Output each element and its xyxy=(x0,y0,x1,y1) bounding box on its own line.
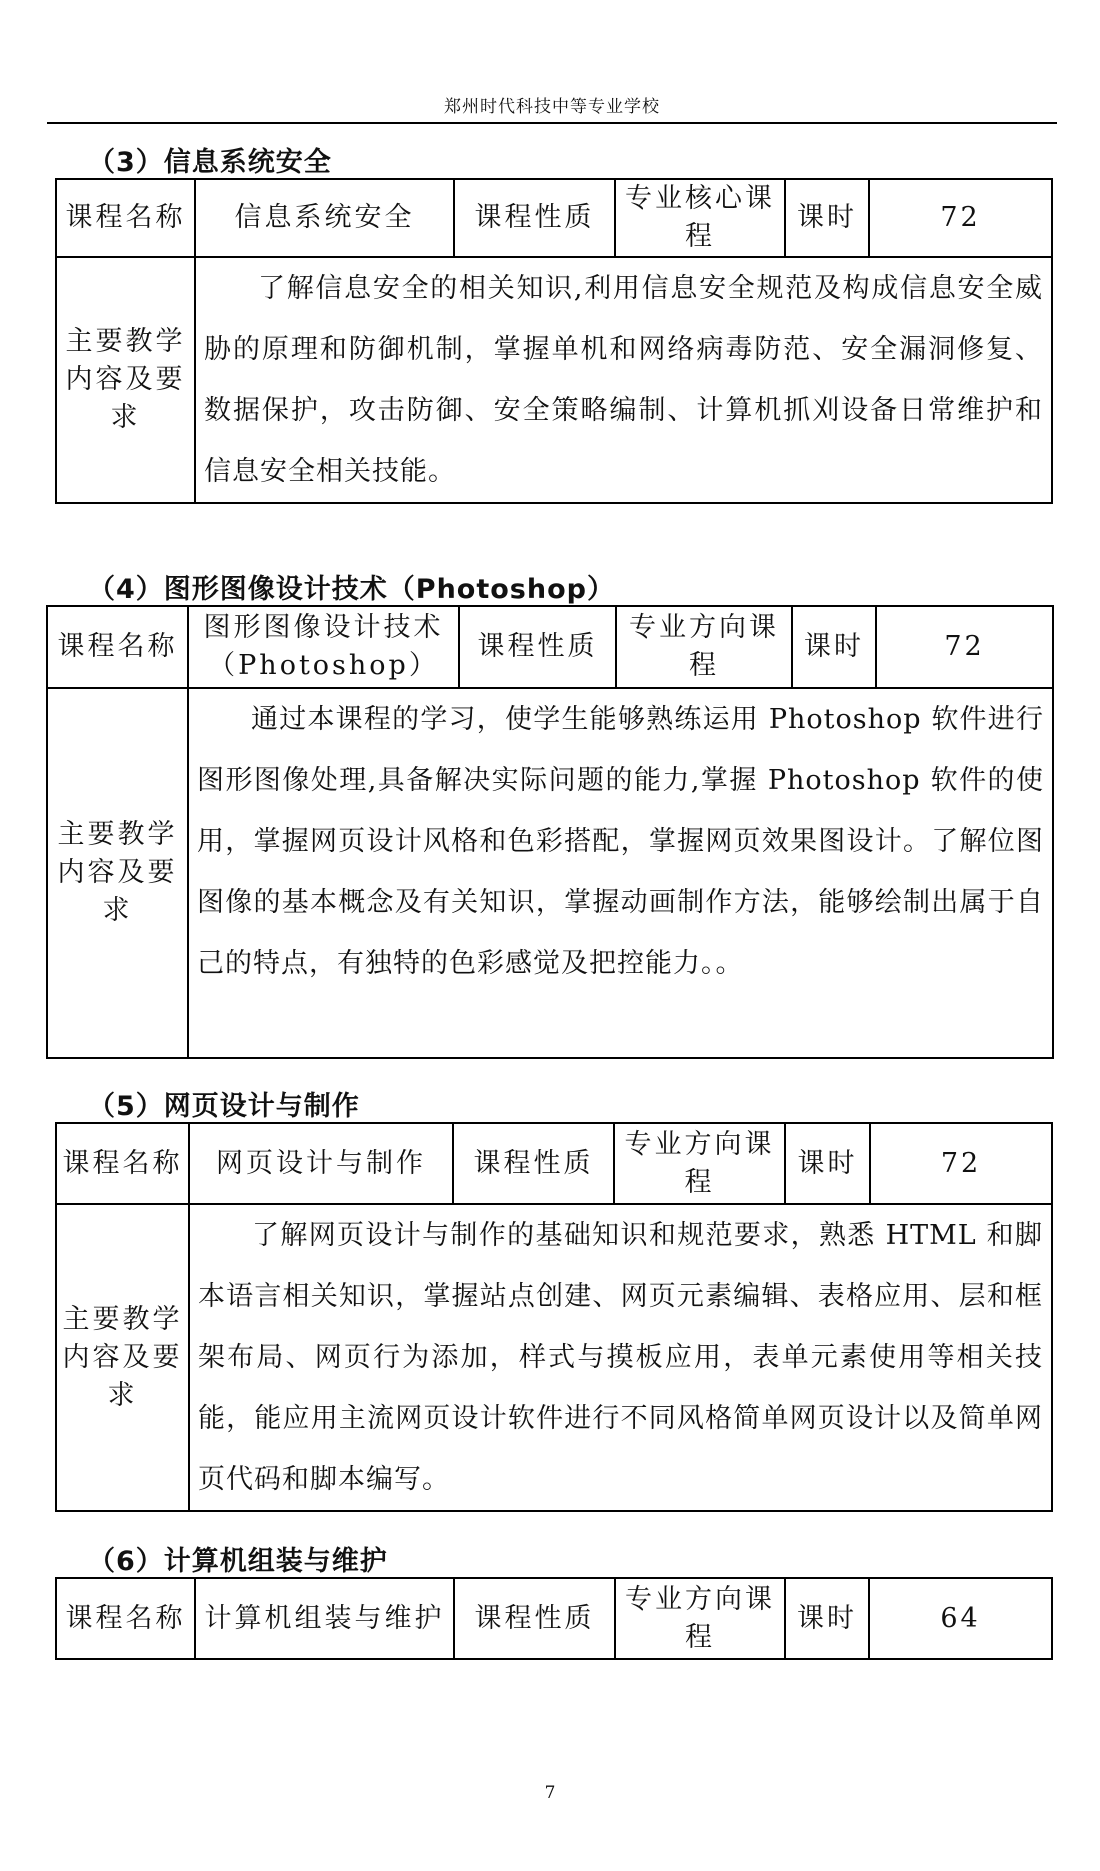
course-name-label: 课程名称 xyxy=(56,1578,195,1659)
header-rule xyxy=(47,122,1057,124)
course-table-4 xyxy=(46,605,1054,1059)
content-label: 主要教学内容及要求 xyxy=(47,688,188,1058)
course-name-value: 图形图像设计技术（Photoshop） xyxy=(188,606,459,688)
course-table-5 xyxy=(55,1122,1053,1512)
section-heading-3: （3）信息系统安全 xyxy=(88,147,332,178)
course-nature-label: 课程性质 xyxy=(454,179,615,257)
hours-value: 72 xyxy=(870,1123,1052,1204)
course-nature-label: 课程性质 xyxy=(453,1123,614,1204)
hours-value: 64 xyxy=(869,1578,1052,1659)
content-label: 主要教学内容及要求 xyxy=(56,257,195,503)
content-text: 了解网页设计与制作的基础知识和规范要求，熟悉 HTML 和脚本语言相关知识，掌握站点创建、网页元素编辑、表格应用、层和框架布局、网页行为添加，样式与摸板应用，表单元素使用等相关技能，能应用主流网页设计软件进行不同风格简单网页设计以及简单网页代码和脚本编写。 xyxy=(189,1204,1052,1511)
course-table-3 xyxy=(55,178,1053,504)
course-nature-value: 专业方向课程 xyxy=(614,1123,785,1204)
course-name-value: 网页设计与制作 xyxy=(189,1123,453,1204)
content-label: 主要教学内容及要求 xyxy=(56,1204,189,1511)
course-name-label: 课程名称 xyxy=(47,606,188,688)
hours-label: 课时 xyxy=(785,1578,869,1659)
content-text: 了解信息安全的相关知识,利用信息安全规范及构成信息安全威胁的原理和防御机制，掌握单机和网络病毒防范、安全漏洞修复、数据保护，攻击防御、安全策略编制、计算机抓刈设备日常维护和信息安全相关技能。 xyxy=(195,257,1052,503)
course-name-label: 课程名称 xyxy=(56,1123,189,1204)
course-nature-label: 课程性质 xyxy=(454,1578,615,1659)
hours-value: 72 xyxy=(876,606,1053,688)
page-number: 7 xyxy=(544,1783,556,1803)
section-heading-4: （4）图形图像设计技术（Photoshop） xyxy=(88,574,615,605)
section-heading-6: （6）计算机组装与维护 xyxy=(88,1546,388,1577)
hours-label: 课时 xyxy=(785,1123,870,1204)
hours-label: 课时 xyxy=(792,606,876,688)
course-table-6 xyxy=(55,1577,1053,1660)
course-name-value: 计算机组装与维护 xyxy=(195,1578,454,1659)
course-name-value: 信息系统安全 xyxy=(195,179,454,257)
course-nature-label: 课程性质 xyxy=(459,606,616,688)
hours-value: 72 xyxy=(869,179,1052,257)
course-name-label: 课程名称 xyxy=(56,179,195,257)
page-header-school: 郑州时代科技中等专业学校 xyxy=(444,97,660,117)
course-nature-value: 专业核心课程 xyxy=(615,179,785,257)
course-nature-value: 专业方向课程 xyxy=(615,1578,785,1659)
hours-label: 课时 xyxy=(785,179,869,257)
section-heading-5: （5）网页设计与制作 xyxy=(88,1091,360,1122)
content-text: 通过本课程的学习，使学生能够熟练运用 Photoshop 软件进行图形图像处理,具备解决实际问题的能力,掌握 Photoshop 软件的使用，掌握网页设计风格和色彩搭配，掌握网页效果图设计。了解位图图像的基本概念及有关知识，掌握动画制作方法，能够绘制出属于自己的特点，有独特的色彩感觉及把控能力。。 xyxy=(188,688,1053,1058)
course-nature-value: 专业方向课程 xyxy=(616,606,792,688)
